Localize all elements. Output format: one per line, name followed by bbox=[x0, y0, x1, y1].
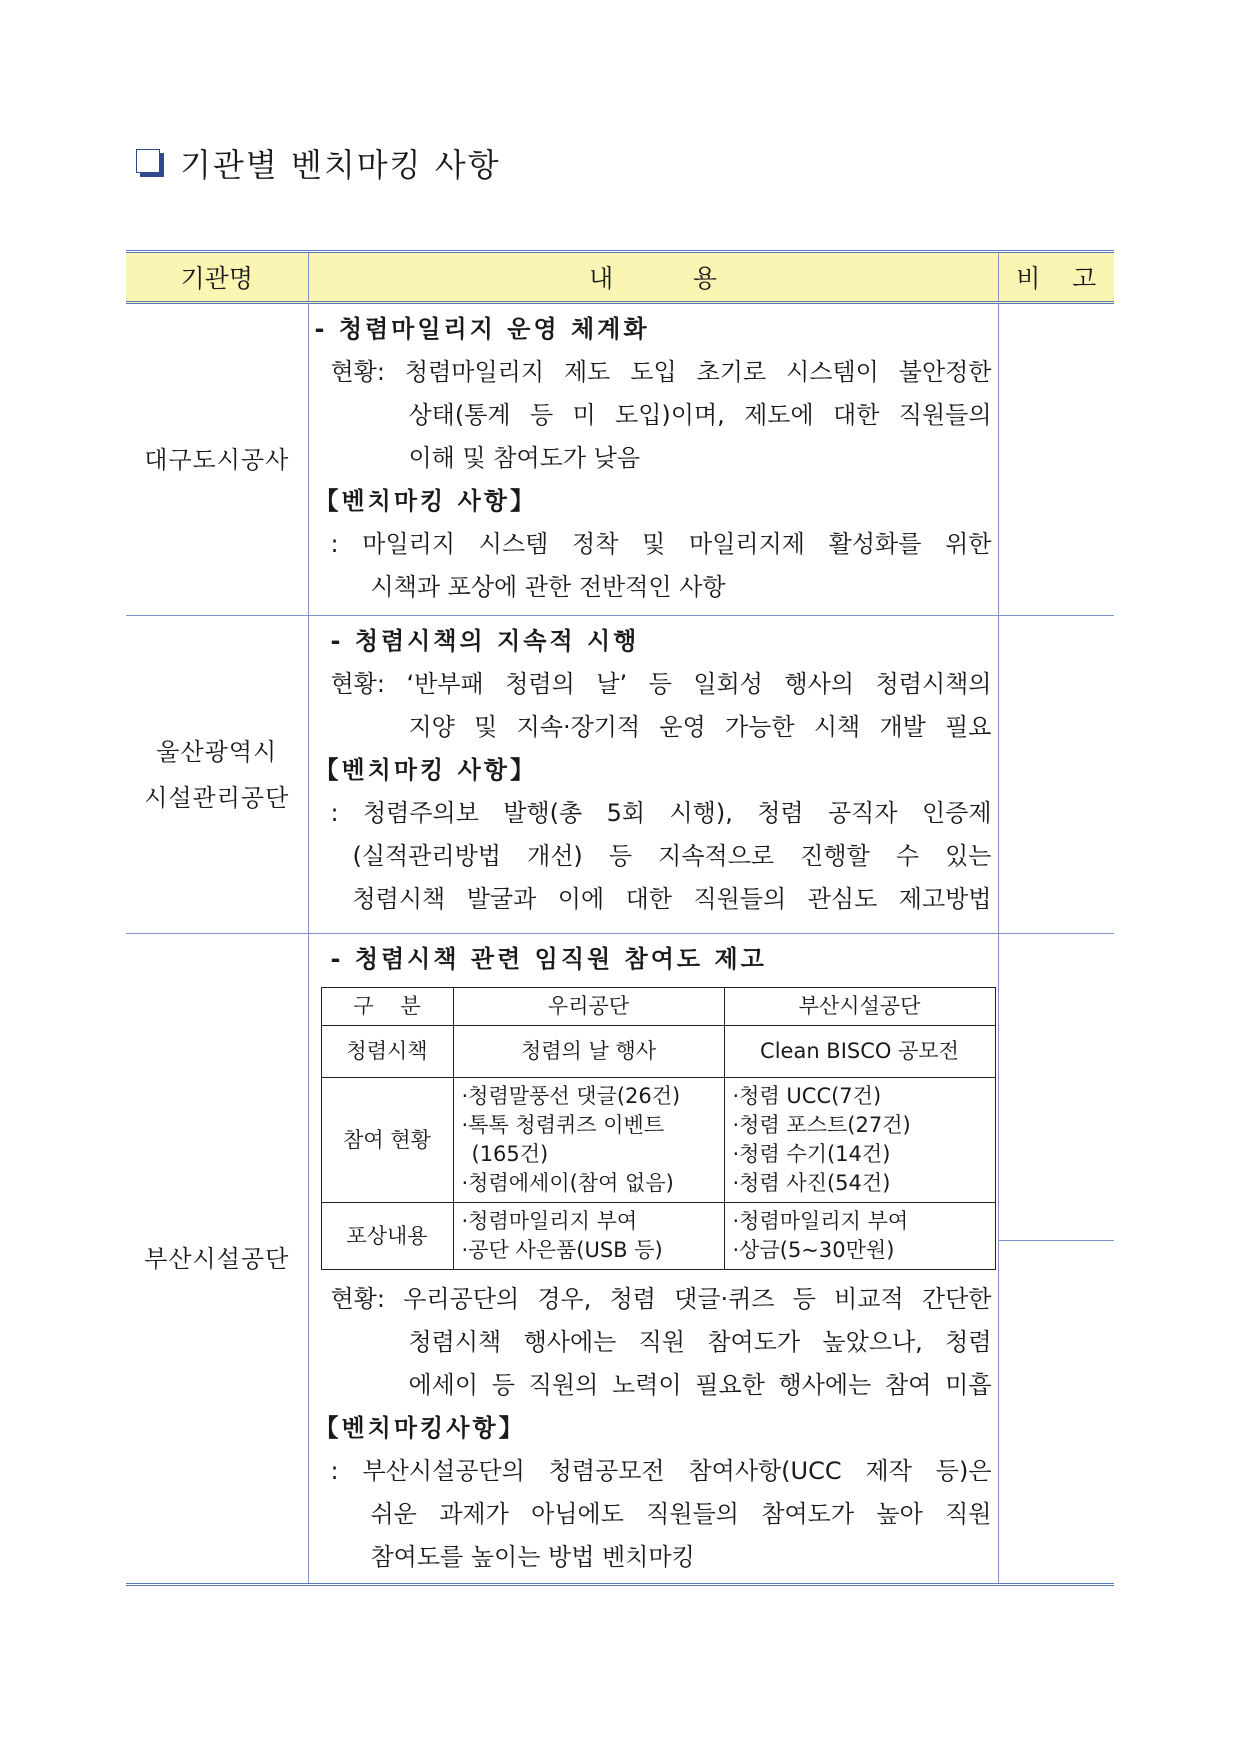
org-cell bbox=[126, 303, 308, 616]
comparison-ours: ·청렴말풍선 댓글(26건) ·톡톡 청렴퀴즈 이벤트 (165건) ·청렴에세이(참여 없음) bbox=[453, 1078, 724, 1203]
bench-line: : 마일리지 시스템 정착 및 마일리지제 활성화를 위한 bbox=[330, 530, 992, 558]
square-bullet-icon bbox=[136, 149, 164, 177]
status-label: 현황: bbox=[330, 670, 385, 698]
comparison-table bbox=[321, 987, 996, 1270]
status-label: 현황: bbox=[330, 1285, 385, 1313]
benchmark-table bbox=[126, 250, 1114, 1586]
comparison-label: 참여 현황 bbox=[321, 1078, 453, 1203]
comparison-header: 부산시설공단 bbox=[724, 988, 995, 1026]
table-row bbox=[126, 616, 1114, 934]
content-cell bbox=[308, 616, 998, 934]
note-cell bbox=[998, 934, 1114, 1585]
bench-line: (실적관리방법 개선) 등 지속적으로 진행할 수 있는 bbox=[352, 842, 992, 870]
bench-title: 【벤치마킹사항】 bbox=[314, 1414, 526, 1442]
status-line: 청렴시책 행사에는 직원 참여도가 높았으나, 청렴 bbox=[408, 1328, 992, 1356]
page-title: 기관별 벤치마킹 사항 bbox=[180, 146, 501, 184]
status-line: 현황: 청렴마일리지 제도 도입 초기로 시스템이 불안정한 bbox=[330, 358, 992, 386]
comparison-row bbox=[321, 1078, 995, 1203]
comparison-label: 포상내용 bbox=[321, 1203, 453, 1270]
page-title-block bbox=[136, 138, 501, 188]
content-cell bbox=[308, 934, 998, 1585]
row-heading: - 청렴시책 관련 임직원 참여도 제고 bbox=[330, 945, 767, 973]
comparison-row bbox=[321, 1203, 995, 1270]
row-heading: - 청렴시책의 지속적 시행 bbox=[330, 627, 640, 655]
comparison-theirs: ·청렴마일리지 부여 ·상금(5~30만원) bbox=[724, 1203, 995, 1270]
comparison-row bbox=[321, 1026, 995, 1078]
comparison-theirs: ·청렴 UCC(7건) ·청렴 포스트(27건) ·청렴 수기(14건) ·청렴 사진(54건) bbox=[724, 1078, 995, 1203]
note-cell bbox=[998, 303, 1114, 616]
status-line: 에세이 등 직원의 노력이 필요한 행사에는 참여 미흡 bbox=[408, 1371, 992, 1399]
status-line: 현황: ‘반부패 청렴의 날’ 등 일회성 행사의 청렴시책의 bbox=[330, 670, 992, 698]
org-name: 부산시설공단 bbox=[144, 1244, 290, 1273]
org-name-line: 시설관리공단 bbox=[144, 783, 290, 812]
org-cell bbox=[126, 616, 308, 934]
comparison-label: 청렴시책 bbox=[321, 1026, 453, 1078]
status-label: 현황: bbox=[330, 358, 385, 386]
content-cell bbox=[308, 303, 998, 616]
status-line: 상태(통계 등 미 도입)이며, 제도에 대한 직원들의 bbox=[408, 401, 992, 429]
table-row bbox=[126, 303, 1114, 616]
status-line: 이해 및 참여도가 낮음 bbox=[408, 444, 641, 472]
bench-line: 쉬운 과제가 아님에도 직원들의 참여도가 높아 직원 bbox=[370, 1500, 992, 1528]
header-note: 비 고 bbox=[998, 252, 1114, 303]
org-name: 대구도시공사 bbox=[144, 445, 290, 474]
comparison-header: 우리공단 bbox=[453, 988, 724, 1026]
bench-title: 【벤치마킹 사항】 bbox=[314, 487, 537, 515]
table-header-row bbox=[126, 252, 1114, 303]
note-subcell bbox=[999, 934, 1115, 1241]
bench-title: 【벤치마킹 사항】 bbox=[314, 756, 537, 784]
row-heading: - 청렴마일리지 운영 체계화 bbox=[314, 315, 650, 343]
comparison-theirs: Clean BISCO 공모전 bbox=[724, 1026, 995, 1078]
comparison-ours: ·청렴마일리지 부여 ·공단 사은품(USB 등) bbox=[453, 1203, 724, 1270]
header-content: 내 용 bbox=[308, 252, 998, 303]
bench-line: : 부산시설공단의 청렴공모전 참여사항(UCC 제작 등)은 bbox=[330, 1457, 992, 1485]
comparison-header: 구 분 bbox=[321, 988, 453, 1026]
org-cell bbox=[126, 934, 308, 1585]
comparison-ours: 청렴의 날 행사 bbox=[453, 1026, 724, 1078]
header-org: 기관명 bbox=[126, 252, 308, 303]
status-line: 현황: 우리공단의 경우, 청렴 댓글·퀴즈 등 비교적 간단한 bbox=[330, 1285, 992, 1313]
bench-line: 시책과 포상에 관한 전반적인 사항 bbox=[370, 573, 726, 601]
status-line: 지양 및 지속·장기적 운영 가능한 시책 개발 필요 bbox=[408, 713, 992, 741]
bench-line: : 청렴주의보 발행(총 5회 시행), 청렴 공직자 인증제 bbox=[330, 799, 992, 827]
org-name-line: 울산광역시 bbox=[156, 737, 278, 766]
bench-line: 청렴시책 발굴과 이에 대한 직원들의 관심도 제고방법 bbox=[352, 885, 992, 913]
table-row bbox=[126, 934, 1114, 1585]
comparison-header-row bbox=[321, 988, 995, 1026]
bench-line: 참여도를 높이는 방법 벤치마킹 bbox=[370, 1543, 695, 1571]
note-cell bbox=[998, 616, 1114, 934]
